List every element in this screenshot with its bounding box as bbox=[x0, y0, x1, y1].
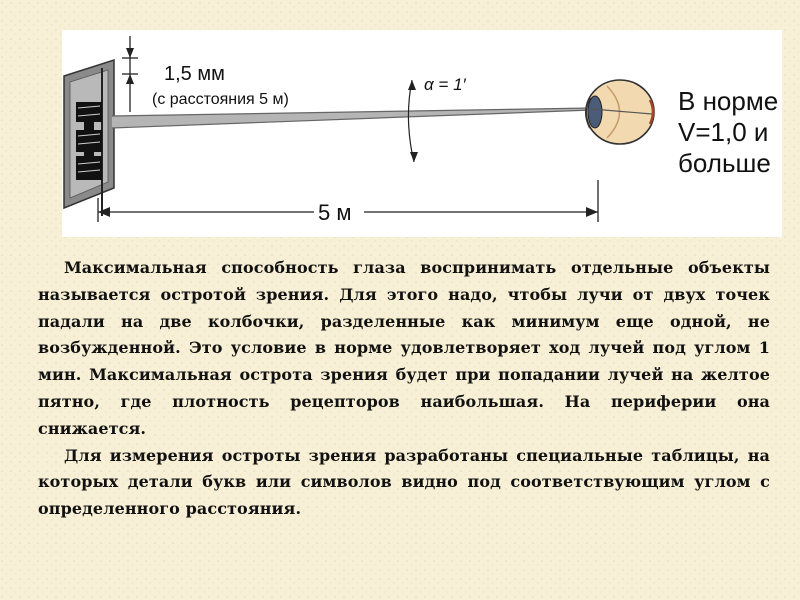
norm-line-3: больше bbox=[678, 148, 771, 178]
size-label: 1,5 мм bbox=[164, 63, 225, 85]
distance-note: (с расстояния 5 м) bbox=[152, 91, 289, 108]
visual-acuity-diagram bbox=[62, 30, 782, 237]
paragraph-1: Максимальная способность глаза воспринимать отдельные объекты называется остротой зрения. Для этого надо, чтобы лучи от двух точек падали на две колбочки, разделенные как минимум еще одной, не возбужденной. Это условие в норме удовлетворяет ход лучей под углом 1 мин. Максимальная острота зрения будет при попадании лучей на желтое пятно, где плотность рецепторов наибольшая. На периферии она снижается. bbox=[38, 258, 770, 438]
light-ray-beam bbox=[112, 108, 592, 128]
angle-label: α = 1′ bbox=[424, 75, 466, 94]
paragraph-2: Для измерения остроты зрения разработаны специальные таблицы, на которых детали букв или символов видно под соответствующим углом с определенного расстояния. bbox=[38, 445, 770, 519]
norm-line-2: V=1,0 и bbox=[678, 117, 769, 147]
diagram-panel bbox=[62, 30, 782, 237]
norm-line-1: В норме bbox=[678, 86, 779, 116]
explanation-text bbox=[38, 255, 770, 523]
eye-illustration bbox=[586, 80, 654, 144]
eye-chart-board bbox=[64, 60, 114, 216]
distance-label: 5 м bbox=[318, 200, 352, 225]
angle-arc bbox=[408, 80, 418, 162]
size-dimension-marks bbox=[122, 36, 138, 112]
